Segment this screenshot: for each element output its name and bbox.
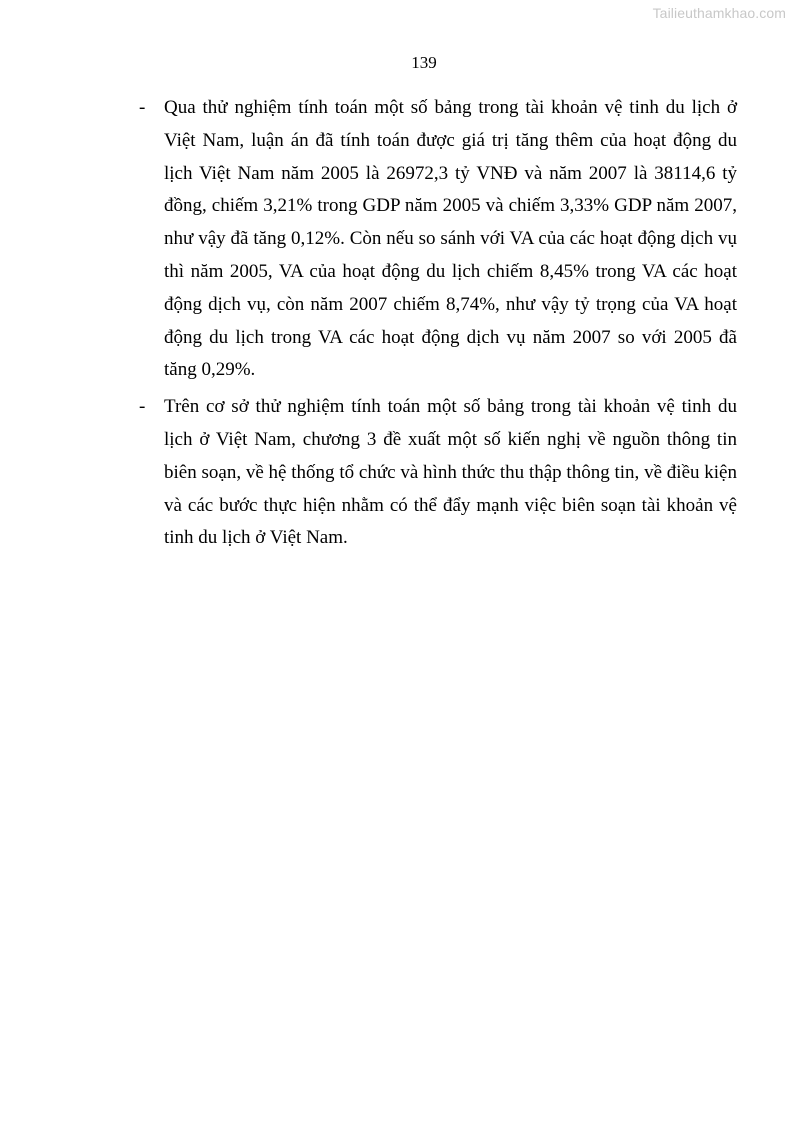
bullet-item-2	[139, 391, 737, 555]
watermark-text: Tailieuthamkhao.com	[652, 5, 786, 21]
document-body	[139, 92, 737, 555]
bullet-text: Trên cơ sở thử nghiệm tính toán một số bảng trong tài khoản vệ tinh du lịch ở Việt Nam, chương 3 đề xuất một số kiến nghị về nguồn thông tin biên soạn, về hệ thống tổ chức và hình thức thu thập thông tin, về điều kiện và các bước thực hiện nhằm có thể đẩy mạnh việc biên soạn tài khoản vệ tinh du lịch ở Việt Nam.	[164, 396, 737, 549]
page-number: 139	[411, 53, 437, 72]
bullet-item-1	[139, 92, 737, 387]
bullet-text: Qua thử nghiệm tính toán một số bảng trong tài khoản vệ tinh du lịch ở Việt Nam, luận án đã tính toán được giá trị tăng thêm của hoạt động du lịch Việt Nam năm 2005 là 26972,3 tỷ VNĐ và năm 2007 là 38114,6 tỷ đồng, chiếm 3,21% trong GDP năm 2005 và chiếm 3,33% GDP năm 2007, như vậy đã tăng 0,12%. Còn nếu so sánh với VA của các hoạt động dịch vụ thì năm 2005, VA của hoạt động du lịch chiếm 8,45% trong VA các hoạt động dịch vụ, còn năm 2007 chiếm 8,74%, như vậy tỷ trọng của VA hoạt động du lịch trong VA các hoạt động dịch vụ năm 2007 so với 2005 đã tăng 0,29%.	[164, 97, 737, 381]
bullet-marker: -	[139, 97, 146, 118]
bullet-marker: -	[139, 396, 146, 418]
